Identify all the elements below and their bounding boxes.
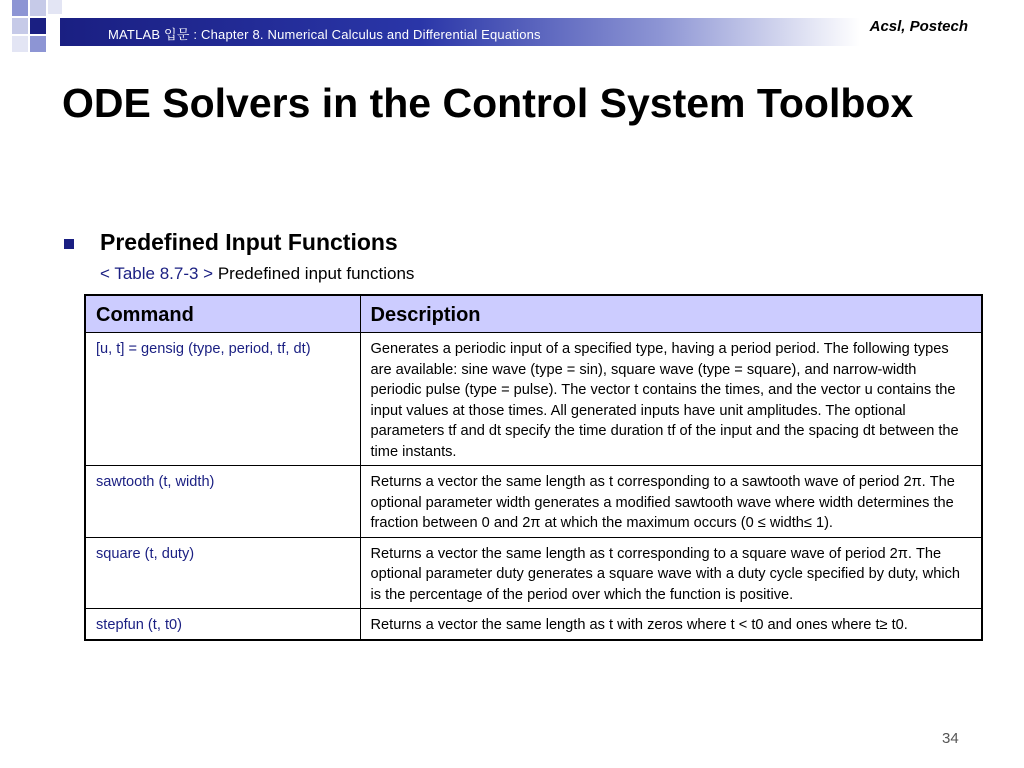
table-caption	[100, 264, 414, 284]
command-cell: sawtooth (t, width)	[85, 466, 360, 538]
page-number: 34	[942, 730, 959, 747]
logo-square	[30, 36, 46, 52]
table-header-row	[85, 295, 982, 333]
slide-title: ODE Solvers in the Control System Toolbox	[62, 80, 914, 126]
logo-square	[30, 0, 46, 16]
column-header-description: Description	[360, 295, 982, 333]
table-row	[85, 609, 982, 640]
table-row	[85, 537, 982, 609]
logo-square	[48, 0, 62, 14]
bullet-heading: Predefined Input Functions	[100, 229, 398, 255]
table-caption-text: Predefined input functions	[217, 264, 415, 283]
logo-square	[12, 36, 28, 52]
logo-square	[30, 18, 46, 34]
table-row	[85, 333, 982, 466]
column-header-command: Command	[85, 295, 360, 333]
description-cell: Returns a vector the same length as t with zeros where t < t0 and ones where t≥ t0.	[360, 609, 982, 640]
description-cell: Returns a vector the same length as t corresponding to a square wave of period 2π. The optional parameter duty generates a square wave with a duty cycle specified by duty, which is the percentage of the period over which the function is positive.	[360, 537, 982, 609]
logo-square	[12, 0, 28, 16]
bullet-square-icon	[64, 239, 74, 249]
description-cell: Returns a vector the same length as t corresponding to a sawtooth wave of period 2π. The optional parameter width generates a modified sawtooth wave where width determines the fraction between 0 and 2π at which the maximum occurs (0 ≤ width≤ 1).	[360, 466, 982, 538]
table-row	[85, 466, 982, 538]
organization-label: Acsl, Postech	[869, 18, 968, 35]
table-caption-ref: < Table 8.7-3 >	[100, 264, 214, 283]
command-cell: square (t, duty)	[85, 537, 360, 609]
course-title: MATLAB 입문 : Chapter 8. Numerical Calculus and Differential Equations	[108, 27, 541, 42]
input-functions-table	[84, 294, 983, 641]
command-cell: stepfun (t, t0)	[85, 609, 360, 640]
logo-square	[12, 18, 28, 34]
description-cell: Generates a periodic input of a specified type, having a period period. The following types are available: sine wave (type = sin), square wave (type = square), and narrow-width periodic pulse (type = pulse). The vector t contains the times, and the vector u contains the input values at those times. All generated inputs have unit amplitudes. The optional parameters tf and dt specify the time duration tf of the input and the spacing dt between the time instants.	[360, 333, 982, 466]
command-cell: [u, t] = gensig (type, period, tf, dt)	[85, 333, 360, 466]
